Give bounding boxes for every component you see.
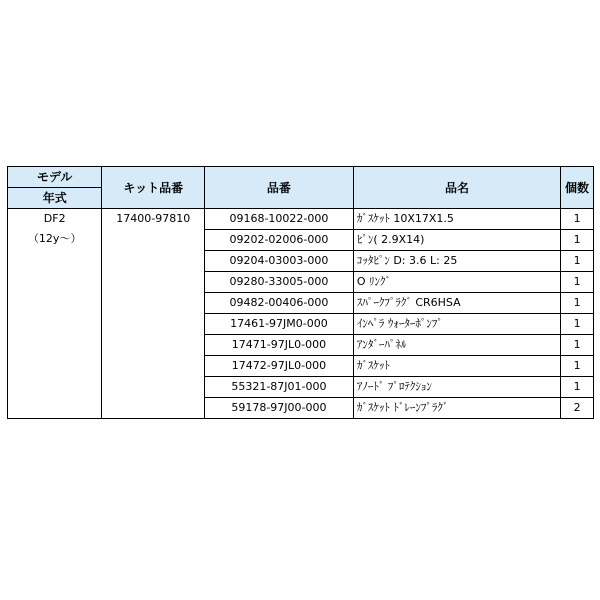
part-name-cell: ｱﾉｰﾄﾞ ﾌﾟﾛﾃｸｼｮﾝ (353, 377, 560, 398)
parts-table-body (8, 209, 594, 419)
qty-cell: 1 (561, 209, 594, 230)
part-no-cell: 59178-97J00-000 (205, 398, 354, 419)
part-name-cell: ｶﾞｽｹｯﾄ ﾄﾞﾚｰﾝﾌﾟﾗｸﾞ (353, 398, 560, 419)
part-name-cell: ｱﾝﾀﾞｰﾊﾟﾈﾙ (353, 335, 560, 356)
part-no-cell: 55321-87J01-000 (205, 377, 354, 398)
table-row (8, 209, 594, 230)
part-no-cell: 17472-97JL0-000 (205, 356, 354, 377)
part-name-cell: ﾋﾟﾝ( 2.9X14) (353, 230, 560, 251)
qty-cell: 2 (561, 398, 594, 419)
qty-cell: 1 (561, 230, 594, 251)
part-no-cell: 17461-97JM0-000 (205, 314, 354, 335)
qty-cell: 1 (561, 251, 594, 272)
qty-cell: 1 (561, 356, 594, 377)
part-name-cell: ｽﾊﾟｰｸﾌﾟﾗｸﾞ CR6HSA (353, 293, 560, 314)
header-part-no: 品番 (205, 167, 354, 209)
part-name-cell: ｶﾞｽｹｯﾄ (353, 356, 560, 377)
qty-cell: 1 (561, 293, 594, 314)
part-no-cell: 09482-00406-000 (205, 293, 354, 314)
model-value: DF2 (43, 212, 66, 225)
part-no-cell: 09202-02006-000 (205, 230, 354, 251)
header-kit-part-no: キット品番 (102, 167, 205, 209)
part-name-cell: ｲﾝﾍﾟﾗ ｳｫｰﾀｰﾎﾟﾝﾌﾟ (353, 314, 560, 335)
qty-cell: 1 (561, 335, 594, 356)
part-name-cell: O ﾘﾝｸﾞ (353, 272, 560, 293)
qty-cell: 1 (561, 314, 594, 335)
header-part-name: 品名 (353, 167, 560, 209)
header-year: 年式 (8, 188, 102, 209)
parts-kit-table (7, 166, 594, 419)
part-no-cell: 17471-97JL0-000 (205, 335, 354, 356)
model-year-cell (8, 209, 102, 419)
kit-part-no-value: 17400-97810 (102, 209, 205, 419)
qty-cell: 1 (561, 377, 594, 398)
part-no-cell: 09204-03003-000 (205, 251, 354, 272)
year-value: （12y～） (27, 232, 82, 245)
header-model: モデル (8, 167, 102, 188)
part-no-cell: 09168-10022-000 (205, 209, 354, 230)
qty-cell: 1 (561, 272, 594, 293)
part-name-cell: ｶﾞｽｹｯﾄ 10X17X1.5 (353, 209, 560, 230)
header-qty: 個数 (561, 167, 594, 209)
part-name-cell: ｺｯﾀﾋﾟﾝ D: 3.6 L: 25 (353, 251, 560, 272)
part-no-cell: 09280-33005-000 (205, 272, 354, 293)
